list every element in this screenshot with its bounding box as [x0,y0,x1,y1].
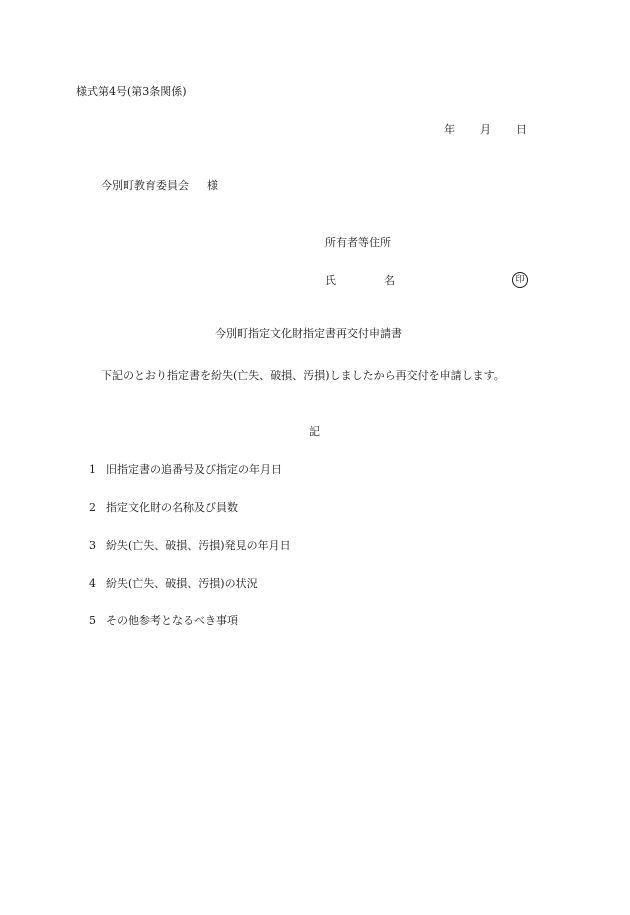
date-month-label: 月 [480,123,491,136]
addressee-name: 今別町教育委員会 [101,179,189,192]
ki-heading: 記 [309,425,320,438]
item-number: 1 [89,463,96,476]
date-year-label: 年 [444,123,455,136]
owner-address-label: 所有者等住所 [325,236,391,249]
item-number: 3 [89,539,96,552]
item-label: 紛失(亡失、破損、汚損)発見の年月日 [106,539,291,552]
addressee-honorific: 様 [207,179,218,192]
intro-text: 下記のとおり指定書を紛失(亡失、破損、汚損)しましたから再交付を申請します。 [101,369,505,382]
date-day-label: 日 [516,123,527,136]
document-title: 今別町指定文化財指定書再交付申請書 [215,327,402,340]
owner-name-label-surname: 氏 [325,274,336,287]
item-label: その他参考となるべき事項 [106,614,238,627]
item-label: 紛失(亡失、破損、汚損)の状況 [106,577,258,590]
item-label: 指定文化財の名称及び員数 [106,501,238,514]
item-number: 2 [89,501,96,514]
form-number: 様式第4号(第3条関係) [76,85,187,98]
owner-name-label-given: 名 [384,274,395,287]
seal-mark: 印 [512,272,528,288]
item-number: 4 [89,577,96,590]
item-label: 旧指定書の追番号及び指定の年月日 [106,463,282,476]
item-number: 5 [89,614,96,627]
